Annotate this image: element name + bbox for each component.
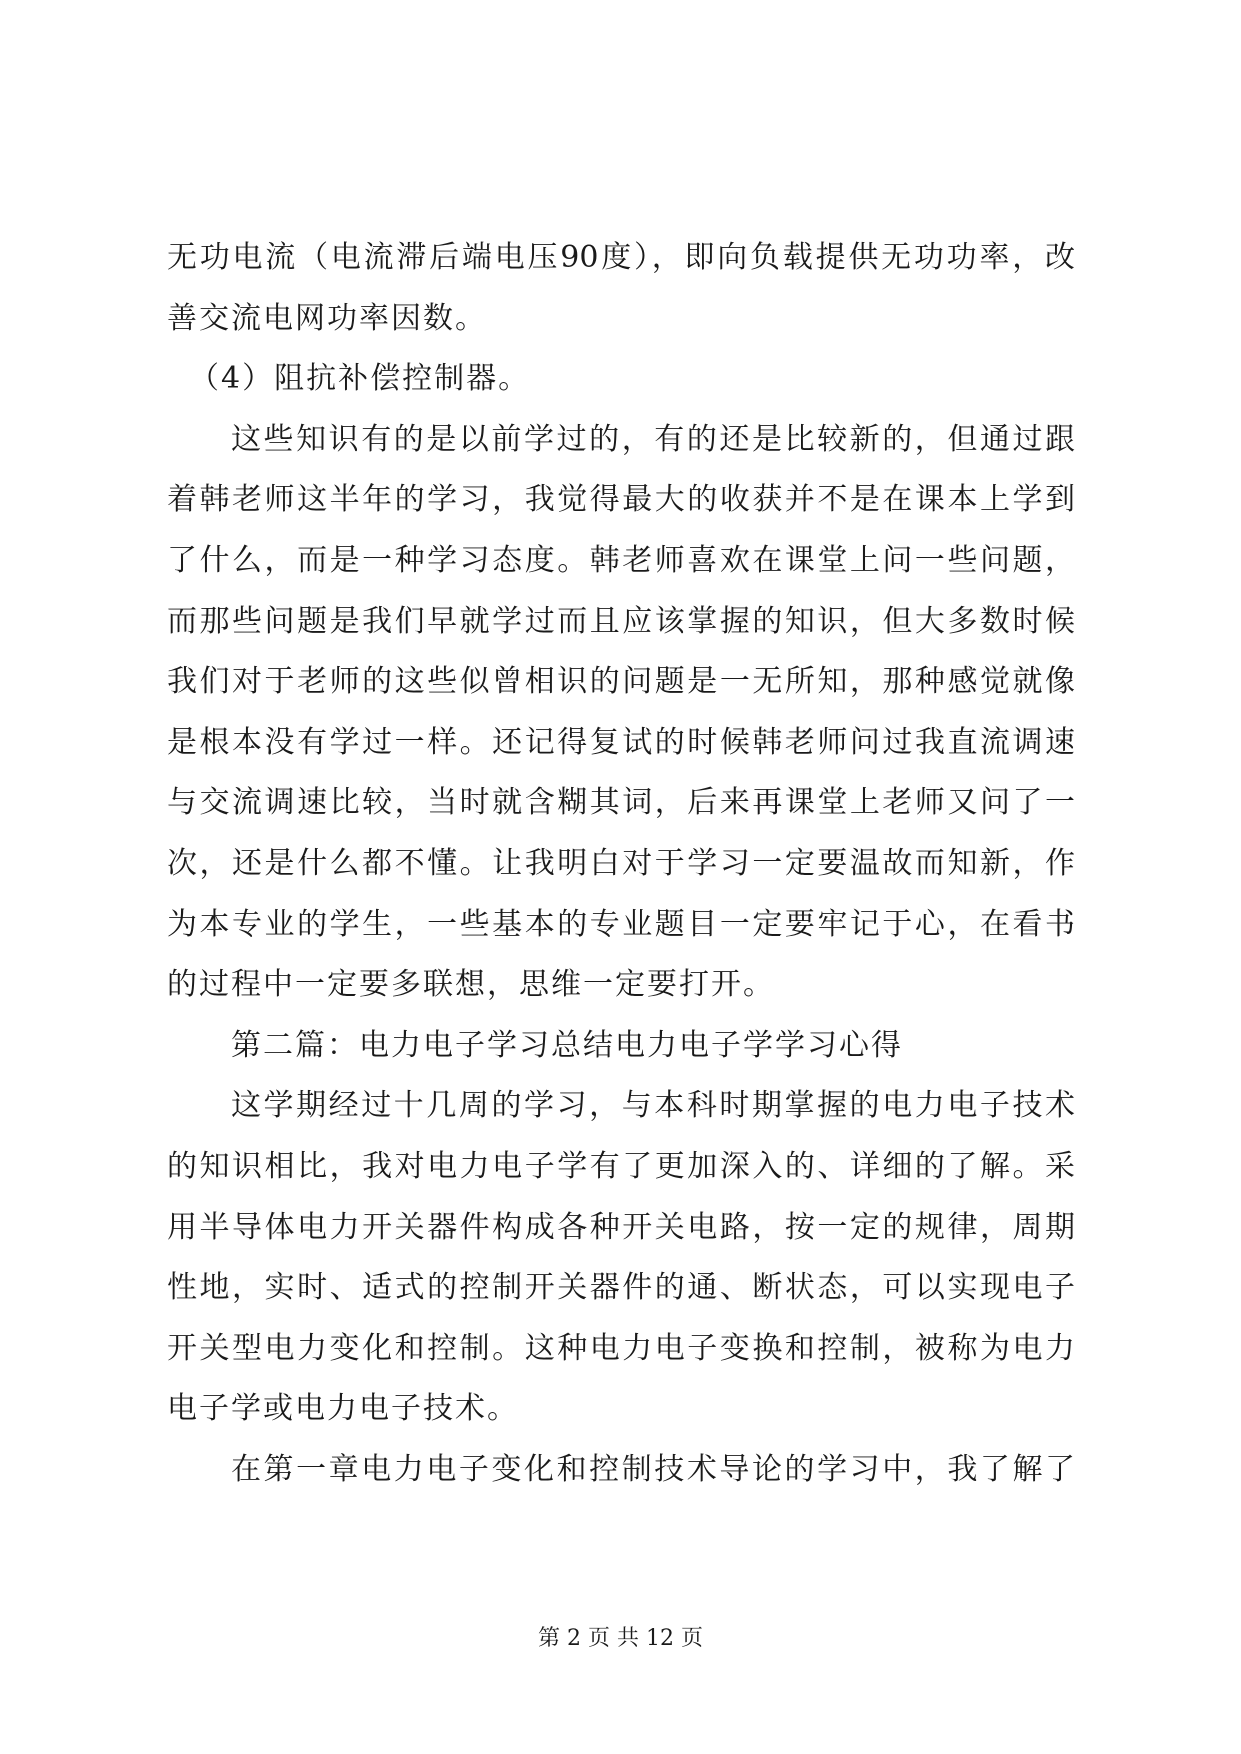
text-line: 用半导体电力开关器件构成各种开关电路，按一定的规律，周期 bbox=[167, 1209, 1075, 1245]
text-line: 的过程中一定要多联想，思维一定要打开。 bbox=[167, 967, 775, 1003]
text-line: 着韩老师这半年的学习，我觉得最大的收获并不是在课本上学到 bbox=[167, 482, 1075, 518]
page-number-footer: 第 2 页 共 12 页 bbox=[538, 1626, 703, 1651]
section-heading: 第二篇：电力电子学习总结电力电子学学习心得 bbox=[231, 1027, 903, 1063]
paragraph-first-line: 在第一章电力电子变化和控制技术导论的学习中，我了解了 bbox=[231, 1451, 1075, 1487]
paragraph-first-line: 这学期经过十几周的学习，与本科时期掌握的电力电子技术 bbox=[231, 1088, 1075, 1124]
text-line: 而那些问题是我们早就学过而且应该掌握的知识，但大多数时候 bbox=[167, 603, 1075, 639]
text-line: 与交流调速比较，当时就含糊其词，后来再课堂上老师又问了一 bbox=[167, 785, 1075, 821]
text-line: 善交流电网功率因数。 bbox=[167, 300, 487, 336]
text-line: 的知识相比，我对电力电子学有了更加深入的、详细的了解。采 bbox=[167, 1148, 1075, 1184]
text-line: 无功电流（电流滞后端电压90度），即向负载提供无功功率，改 bbox=[167, 240, 1075, 275]
text-line: 我们对于老师的这些似曾相识的问题是一无所知，那种感觉就像 bbox=[167, 664, 1075, 700]
text-line: 了什么，而是一种学习态度。韩老师喜欢在课堂上问一些问题， bbox=[167, 542, 1075, 578]
text-line: 为本专业的学生，一些基本的专业题目一定要牢记于心，在看书 bbox=[167, 906, 1075, 942]
text-line: 次，还是什么都不懂。让我明白对于学习一定要温故而知新，作 bbox=[167, 845, 1075, 881]
list-item-heading: （4）阻抗补偿控制器。 bbox=[189, 361, 531, 397]
text-line: 是根本没有学过一样。还记得复试的时候韩老师问过我直流调速 bbox=[167, 724, 1075, 760]
text-line: 性地，实时、适式的控制开关器件的通、断状态，可以实现电子 bbox=[167, 1270, 1075, 1306]
document-body bbox=[167, 228, 1075, 1500]
paragraph-first-line: 这些知识有的是以前学过的，有的还是比较新的，但通过跟 bbox=[231, 421, 1075, 457]
text-line: 电子学或电力电子技术。 bbox=[167, 1391, 519, 1427]
text-line: 开关型电力变化和控制。这种电力电子变换和控制，被称为电力 bbox=[167, 1330, 1075, 1366]
